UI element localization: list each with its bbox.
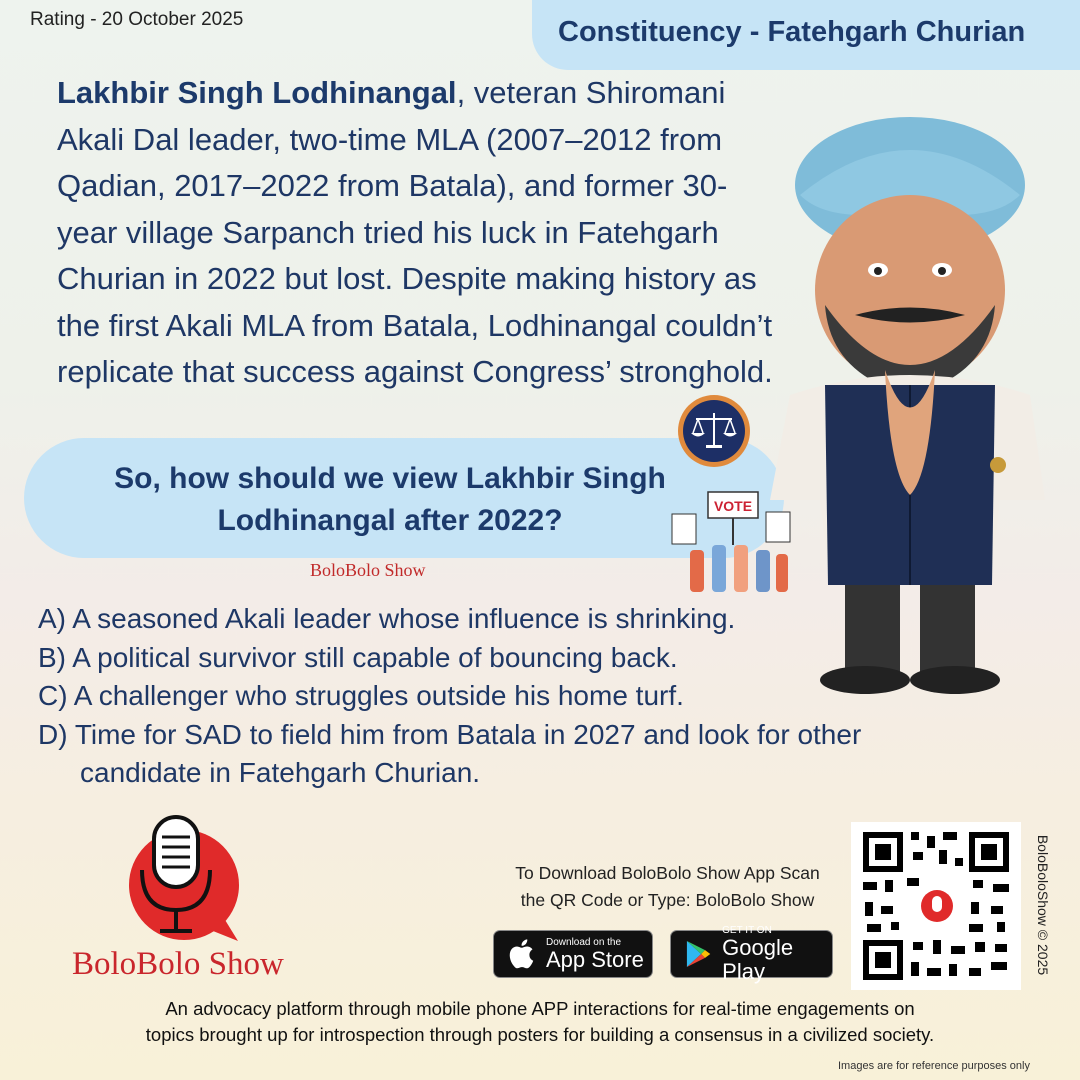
question-text — [60, 458, 720, 542]
question-line-2: Lodhinangal after 2022? — [217, 504, 563, 537]
leader-caricature-illustration — [760, 115, 1050, 695]
option-d-continued[interactable]: candidate in Fatehgarh Churian. — [80, 757, 481, 788]
watermark: BoloBolo Show — [310, 560, 426, 580]
option-a[interactable]: A) A seasoned Akali leader whose influence is shrinking. — [38, 603, 736, 634]
constituency-title: Constituency - Fatehgarh Churian — [558, 16, 1026, 48]
footer-line-2: topics brought up for introspection through posters for building a consensus in a civilized society. — [145, 1024, 935, 1045]
candidate-name: Lakhbir Singh Lodhinangal — [57, 75, 457, 110]
google-play-icon — [683, 937, 714, 971]
app-store-small: Download on the — [546, 936, 622, 948]
brand-name: BoloBolo Show — [72, 946, 284, 982]
intro-paragraph — [57, 70, 787, 396]
app-store-button[interactable] — [493, 930, 653, 978]
option-d[interactable]: D) Time for SAD to field him from Batala in 2027 and look for other — [38, 718, 862, 750]
image-disclaimer: Images are for reference purposes only — [838, 1060, 1030, 1072]
rating-date: Rating - 20 October 2025 — [30, 9, 244, 30]
google-play-small: GET IT ON — [722, 924, 772, 936]
bolobolo-microphone-logo — [112, 815, 242, 945]
google-play-label: Google Play — [722, 934, 794, 984]
intro-text: , veteran Shiromani Akali Dal leader, two-time MLA (2007–2012 from Qadian, 2017–2022 from Batala), and former 30-year village Sarpanch tried his luck in Fatehgarh Churian in 2022 but lost. Despite making history as the first Akali MLA from Batala, Lodhinangal couldn’t replicate that success against Congress’ stronghold. — [57, 75, 773, 389]
option-b[interactable]: B) A political survivor still capable of bouncing back. — [38, 641, 678, 673]
google-play-button[interactable] — [670, 924, 833, 984]
question-line-1: So, how should we view Lakhbir Singh — [114, 462, 666, 495]
footer-tagline — [20, 996, 1060, 1048]
footer-line-1: An advocacy platform through mobile phone APP interactions for real-time engagements on — [165, 998, 915, 1019]
option-c[interactable]: C) A challenger who struggles outside his home turf. — [38, 680, 684, 711]
copyright-vertical: BoloBoloShow © 2025 — [1035, 834, 1051, 976]
scales-of-justice-icon — [676, 393, 752, 469]
download-line-1: To Download BoloBolo Show App Scan — [515, 863, 820, 883]
apple-icon — [506, 937, 540, 971]
download-instructions — [490, 860, 845, 914]
vote-sign-text: VOTE — [713, 498, 753, 514]
qr-code[interactable] — [851, 822, 1021, 990]
download-line-2: the QR Code or Type: BoloBolo Show — [520, 890, 815, 910]
app-store-label: App Store — [546, 946, 644, 972]
